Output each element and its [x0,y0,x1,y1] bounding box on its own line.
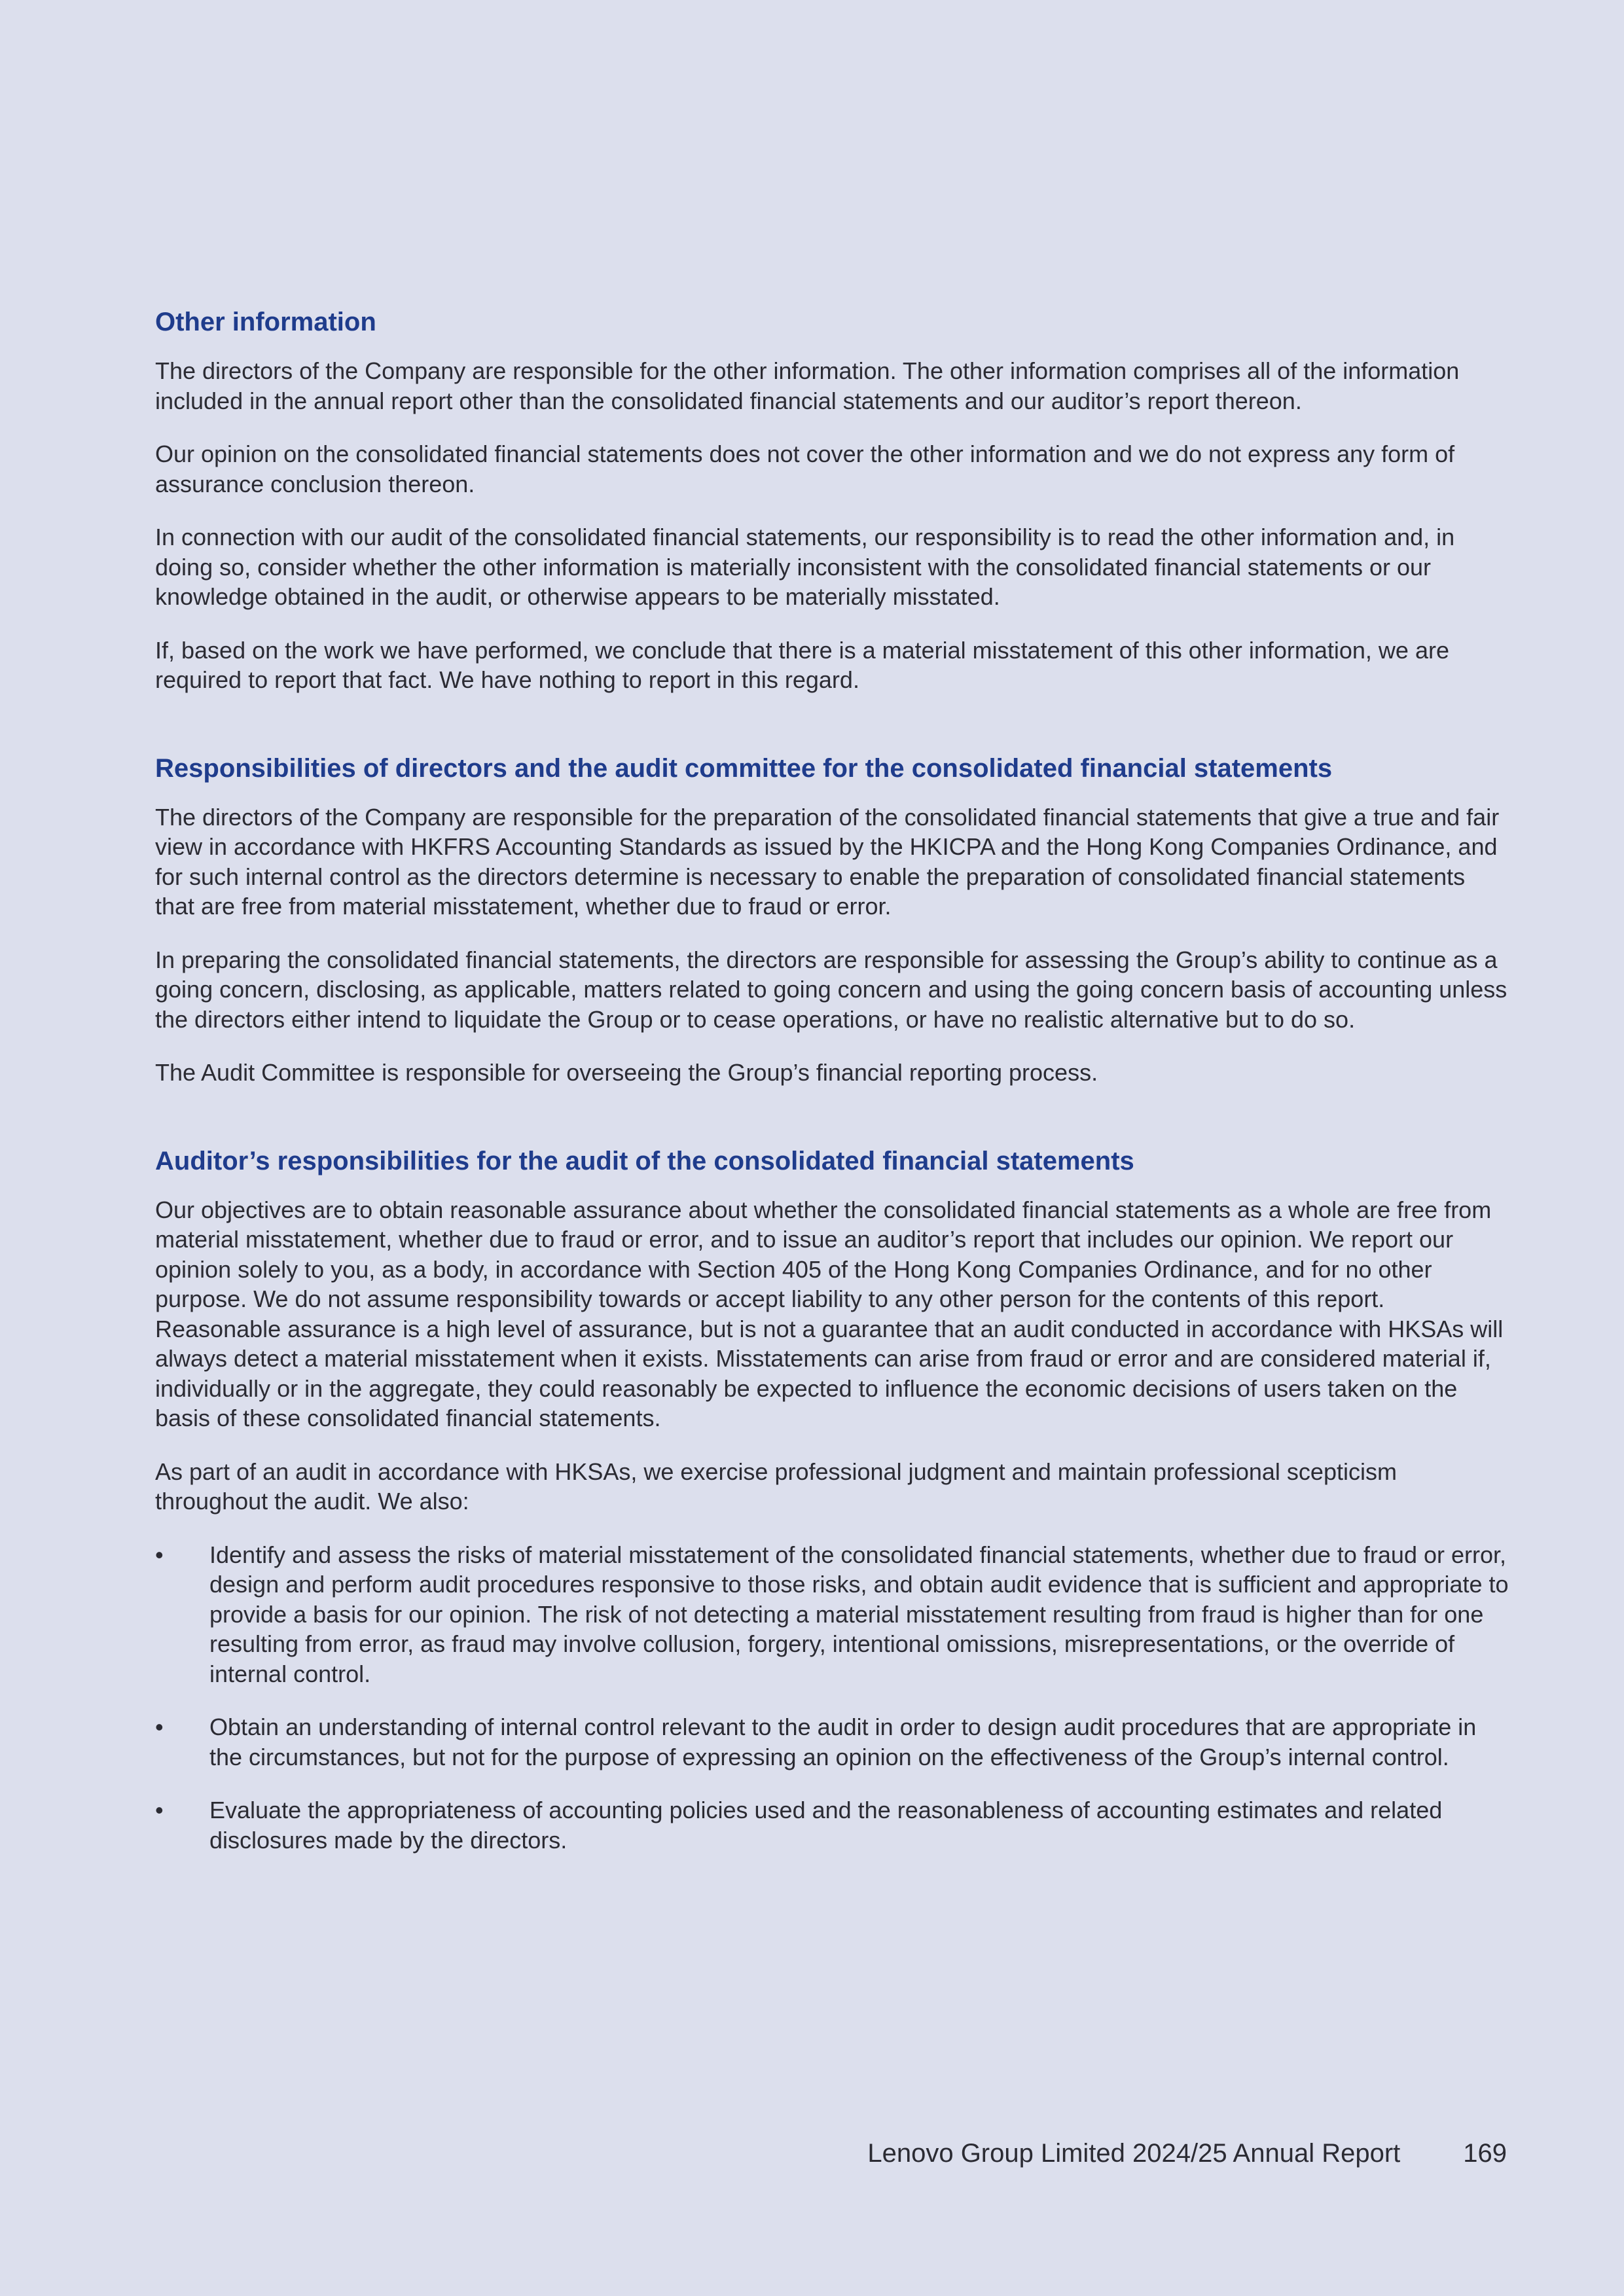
section-heading: Auditor’s responsibilities for the audit of the consolidated financial statements [155,1146,1134,1175]
document-body [155,302,1510,1878]
bullet-icon: • [155,1797,164,1823]
paragraph: The Audit Committee is responsible for overseeing the Group’s financial reporting process. [155,1059,1098,1086]
bullet-text: Identify and assess the risks of material misstatement of the consolidated financial statements, whether due to fraud or error, design and perform audit procedures responsive to those risks, and obtain audit evidence that is sufficient and appropriate to provide a basis for our opinion. The risk of not detecting a material misstatement resulting from fraud is higher than for one resulting from error, as fraud may involve collusion, forgery, intentional omissions, misrepresentations, or the override of internal control. [209,1541,1509,1687]
paragraph: As part of an audit in accordance with HKSAs, we exercise professional judgment and maintain professional scepticism throughout the audit. We also: [155,1458,1397,1515]
section-heading: Other information [155,308,376,336]
paragraph: Our opinion on the consolidated financial statements does not cover the other information and we do not express any form of assurance conclusion thereon. [155,440,1455,497]
page-number: 169 [1463,2139,1507,2168]
paragraph: If, based on the work we have performed, we conclude that there is a material misstatement of this other information, we are required to report that fact. We have nothing to report in this regard. [155,636,1449,693]
paragraph: The directors of the Company are responsible for the preparation of the consolidated financial statements that give a true and fair view in accordance with HKFRS Accounting Standards as issued by the HKICPA and the Hong Kong Companies Ordinance, and for such internal control as the directors determine is necessary to enable the preparation of consolidated financial statements that are free from material misstatement, whether due to fraud or error. [155,803,1500,920]
paragraph: The directors of the Company are responsible for the other information. The other information comprises all of the information included in the annual report other than the consolidated financial statements and our auditor’s report thereon. [155,357,1460,414]
bullet-icon: • [155,1713,164,1740]
footer-report-title: Lenovo Group Limited 2024/25 Annual Report [867,2139,1401,2168]
page-footer [867,2137,1507,2170]
section-other-information [155,302,1510,695]
paragraph: Our objectives are to obtain reasonable assurance about whether the consolidated financial statements as a whole are free from material misstatement, whether due to fraud or error, and to issue an auditor’s report that includes our opinion. We report our opinion solely to you, as a body, in accordance with Section 405 of the Hong Kong Companies Ordinance, and for no other purpose. We do not assume responsibility towards or accept liability to any other person for the contents of this report. Reasonable assurance is a high level of assurance, but is not a guarantee that an audit conducted in accordance with HKSAs will always detect a material misstatement when it exists. Misstatements can arise from fraud or error and are considered material if, individually or in the aggregate, they could reasonably be expected to influence the economic decisions of users taken on the basis of these consolidated financial statements. [155,1196,1504,1431]
bullet-text: Evaluate the appropriateness of accounting policies used and the reasonableness of accounting estimates and related disclosures made by the directors. [209,1797,1443,1854]
bullet-list [155,1540,1510,1856]
bullet-item [155,1795,1510,1855]
paragraph: In preparing the consolidated financial statements, the directors are responsible for assessing the Group’s ability to continue as a going concern, disclosing, as applicable, matters related to going concern and using the going concern basis of accounting unless the directors either intend to liquidate the Group or to cease operations, or have no realistic alternative but to do so. [155,946,1507,1033]
section-directors-responsibilities [155,749,1510,1088]
bullet-icon: • [155,1541,164,1568]
section-auditor-responsibilities [155,1141,1510,1856]
bullet-item [155,1712,1510,1772]
bullet-text: Obtain an understanding of internal control relevant to the audit in order to design audit procedures that are appropriate in the circumstances, but not for the purpose of expressing an opinion on the effectiveness of the Group’s internal control. [209,1713,1477,1770]
section-heading: Responsibilities of directors and the audit committee for the consolidated financial statements [155,753,1333,783]
bullet-item [155,1540,1510,1689]
paragraph: In connection with our audit of the consolidated financial statements, our responsibility is to read the other information and, in doing so, consider whether the other information is materially inconsistent with the consolidated financial statements or our knowledge obtained in the audit, or otherwise appears to be materially misstated. [155,524,1455,610]
